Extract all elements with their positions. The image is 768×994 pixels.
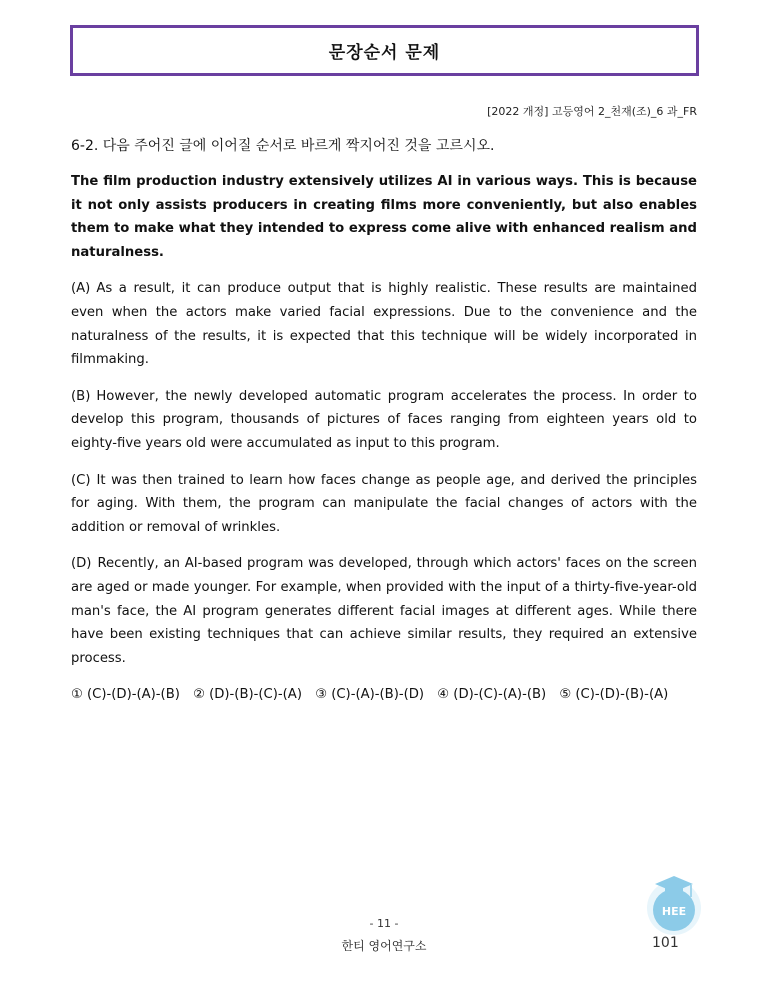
intro-passage: The film production industry extensively utilizes AI in various ways. This is because it not only assists producers in creating films more conveniently, but also enables them to make what they intended to express come alive with enhanced realism and naturalness. xyxy=(71,174,697,260)
choice-2[interactable]: ② (D)-(B)-(C)-(A) xyxy=(193,687,302,703)
paragraph-label: (B) xyxy=(71,388,91,404)
choice-5[interactable]: ⑤ (C)-(D)-(B)-(A) xyxy=(559,687,669,703)
paragraph-label: (A) xyxy=(71,281,91,297)
question-prompt: 6-2. 다음 주어진 글에 이어질 순서로 바르게 짝지어진 것을 고르시오. xyxy=(71,138,495,154)
page-number: 101 xyxy=(652,935,679,951)
choice-4[interactable]: ④ (D)-(C)-(A)-(B) xyxy=(437,687,547,703)
source-label: [2022 개정] 고등영어 2_천재(조)_6 과_FR xyxy=(487,105,697,118)
choice-3[interactable]: ③ (C)-(A)-(B)-(D) xyxy=(315,687,425,703)
paragraph-text: However, the newly developed automatic program accelerates the process. In order to develop this program, thousands of pictures of faces ranging from eighteen years old to eighty-five years old were accumulated as input to this program. xyxy=(71,388,697,451)
logo-text: HEE xyxy=(661,905,687,918)
paragraph-text: As a result, it can produce output that is highly realistic. These results are maintained even when the actors make varied facial expressions. Due to the convenience and the naturalness of the results, it is expected that this technique will be widely incorporated in filmmaking. xyxy=(71,281,697,368)
paragraph-c xyxy=(71,469,697,540)
footer-organization: 한티 영어연구소 xyxy=(341,939,427,953)
title-box xyxy=(70,25,699,76)
paragraph-text: It was then trained to learn how faces change as people age, and derived the principles for aging. With them, the program can manipulate the facial changes of actors with the addition or removal of wrinkles. xyxy=(71,472,697,535)
page-title: 문장순서 문제 xyxy=(328,43,441,63)
hee-logo-icon xyxy=(643,870,705,942)
passage xyxy=(71,170,697,707)
paragraph-b xyxy=(71,385,697,456)
answer-choices xyxy=(71,683,697,707)
paragraph-text: Recently, an AI-based program was developed, through which actors' faces on the screen are aged or made younger. For example, when provided with the input of a thirty-five-year-old man's face, the AI program generates different facial images at different ages. While there have been existing techniques that can achieve similar results, they required an extensive process. xyxy=(71,556,697,666)
paragraph-label: (C) xyxy=(71,472,91,488)
paragraph-d xyxy=(71,552,697,670)
paragraph-a xyxy=(71,277,697,371)
paragraph-label: (D) xyxy=(71,556,92,572)
footer-page-indicator: - 11 - xyxy=(369,917,399,930)
choice-1[interactable]: ① (C)-(D)-(A)-(B) xyxy=(71,687,180,703)
